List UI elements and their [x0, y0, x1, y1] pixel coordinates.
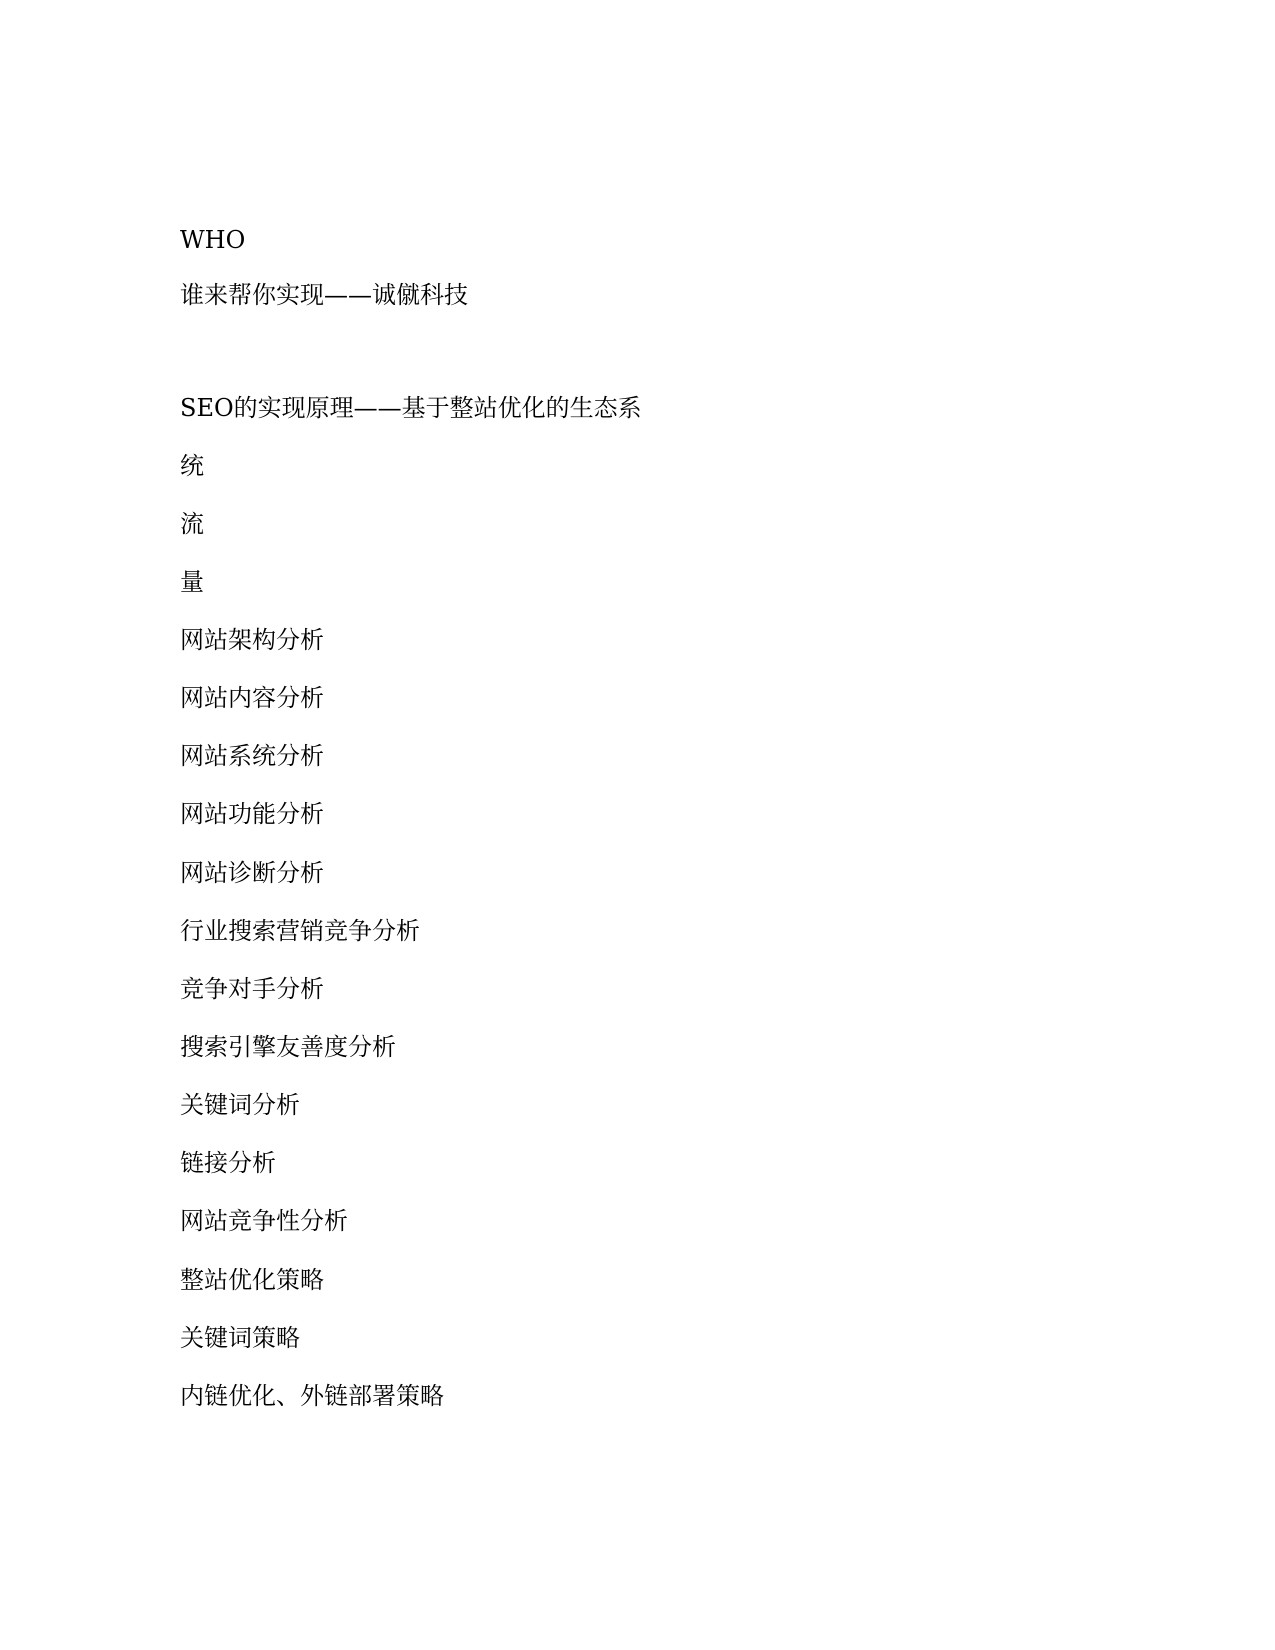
- list-item: 网站竞争性分析: [180, 1207, 348, 1235]
- list-item: 网站内容分析: [180, 684, 324, 712]
- list-item: 关键词分析: [180, 1091, 300, 1119]
- traffic-char: 流: [180, 510, 204, 538]
- list-item: 网站功能分析: [180, 800, 324, 828]
- list-item: 整站优化策略: [180, 1266, 324, 1294]
- list-item: 关键词策略: [180, 1324, 300, 1352]
- list-item: 网站系统分析: [180, 742, 324, 770]
- list-item: 内链优化、外链部署策略: [180, 1382, 444, 1410]
- list-item: 竞争对手分析: [180, 975, 324, 1003]
- list-item: 网站诊断分析: [180, 859, 324, 887]
- heading-who: WHO: [180, 226, 246, 254]
- list-item: 搜索引擎友善度分析: [180, 1033, 396, 1061]
- list-item: 行业搜索营销竞争分析: [180, 917, 420, 945]
- list-item: 网站架构分析: [180, 626, 324, 654]
- traffic-char: 量: [180, 568, 204, 596]
- section-title: SEO的实现原理——基于整站优化的生态系: [180, 394, 642, 422]
- subheading: 谁来帮你实现——诚僦科技: [180, 281, 468, 309]
- list-item: 链接分析: [180, 1149, 276, 1177]
- section-title-continuation: 统: [180, 452, 204, 480]
